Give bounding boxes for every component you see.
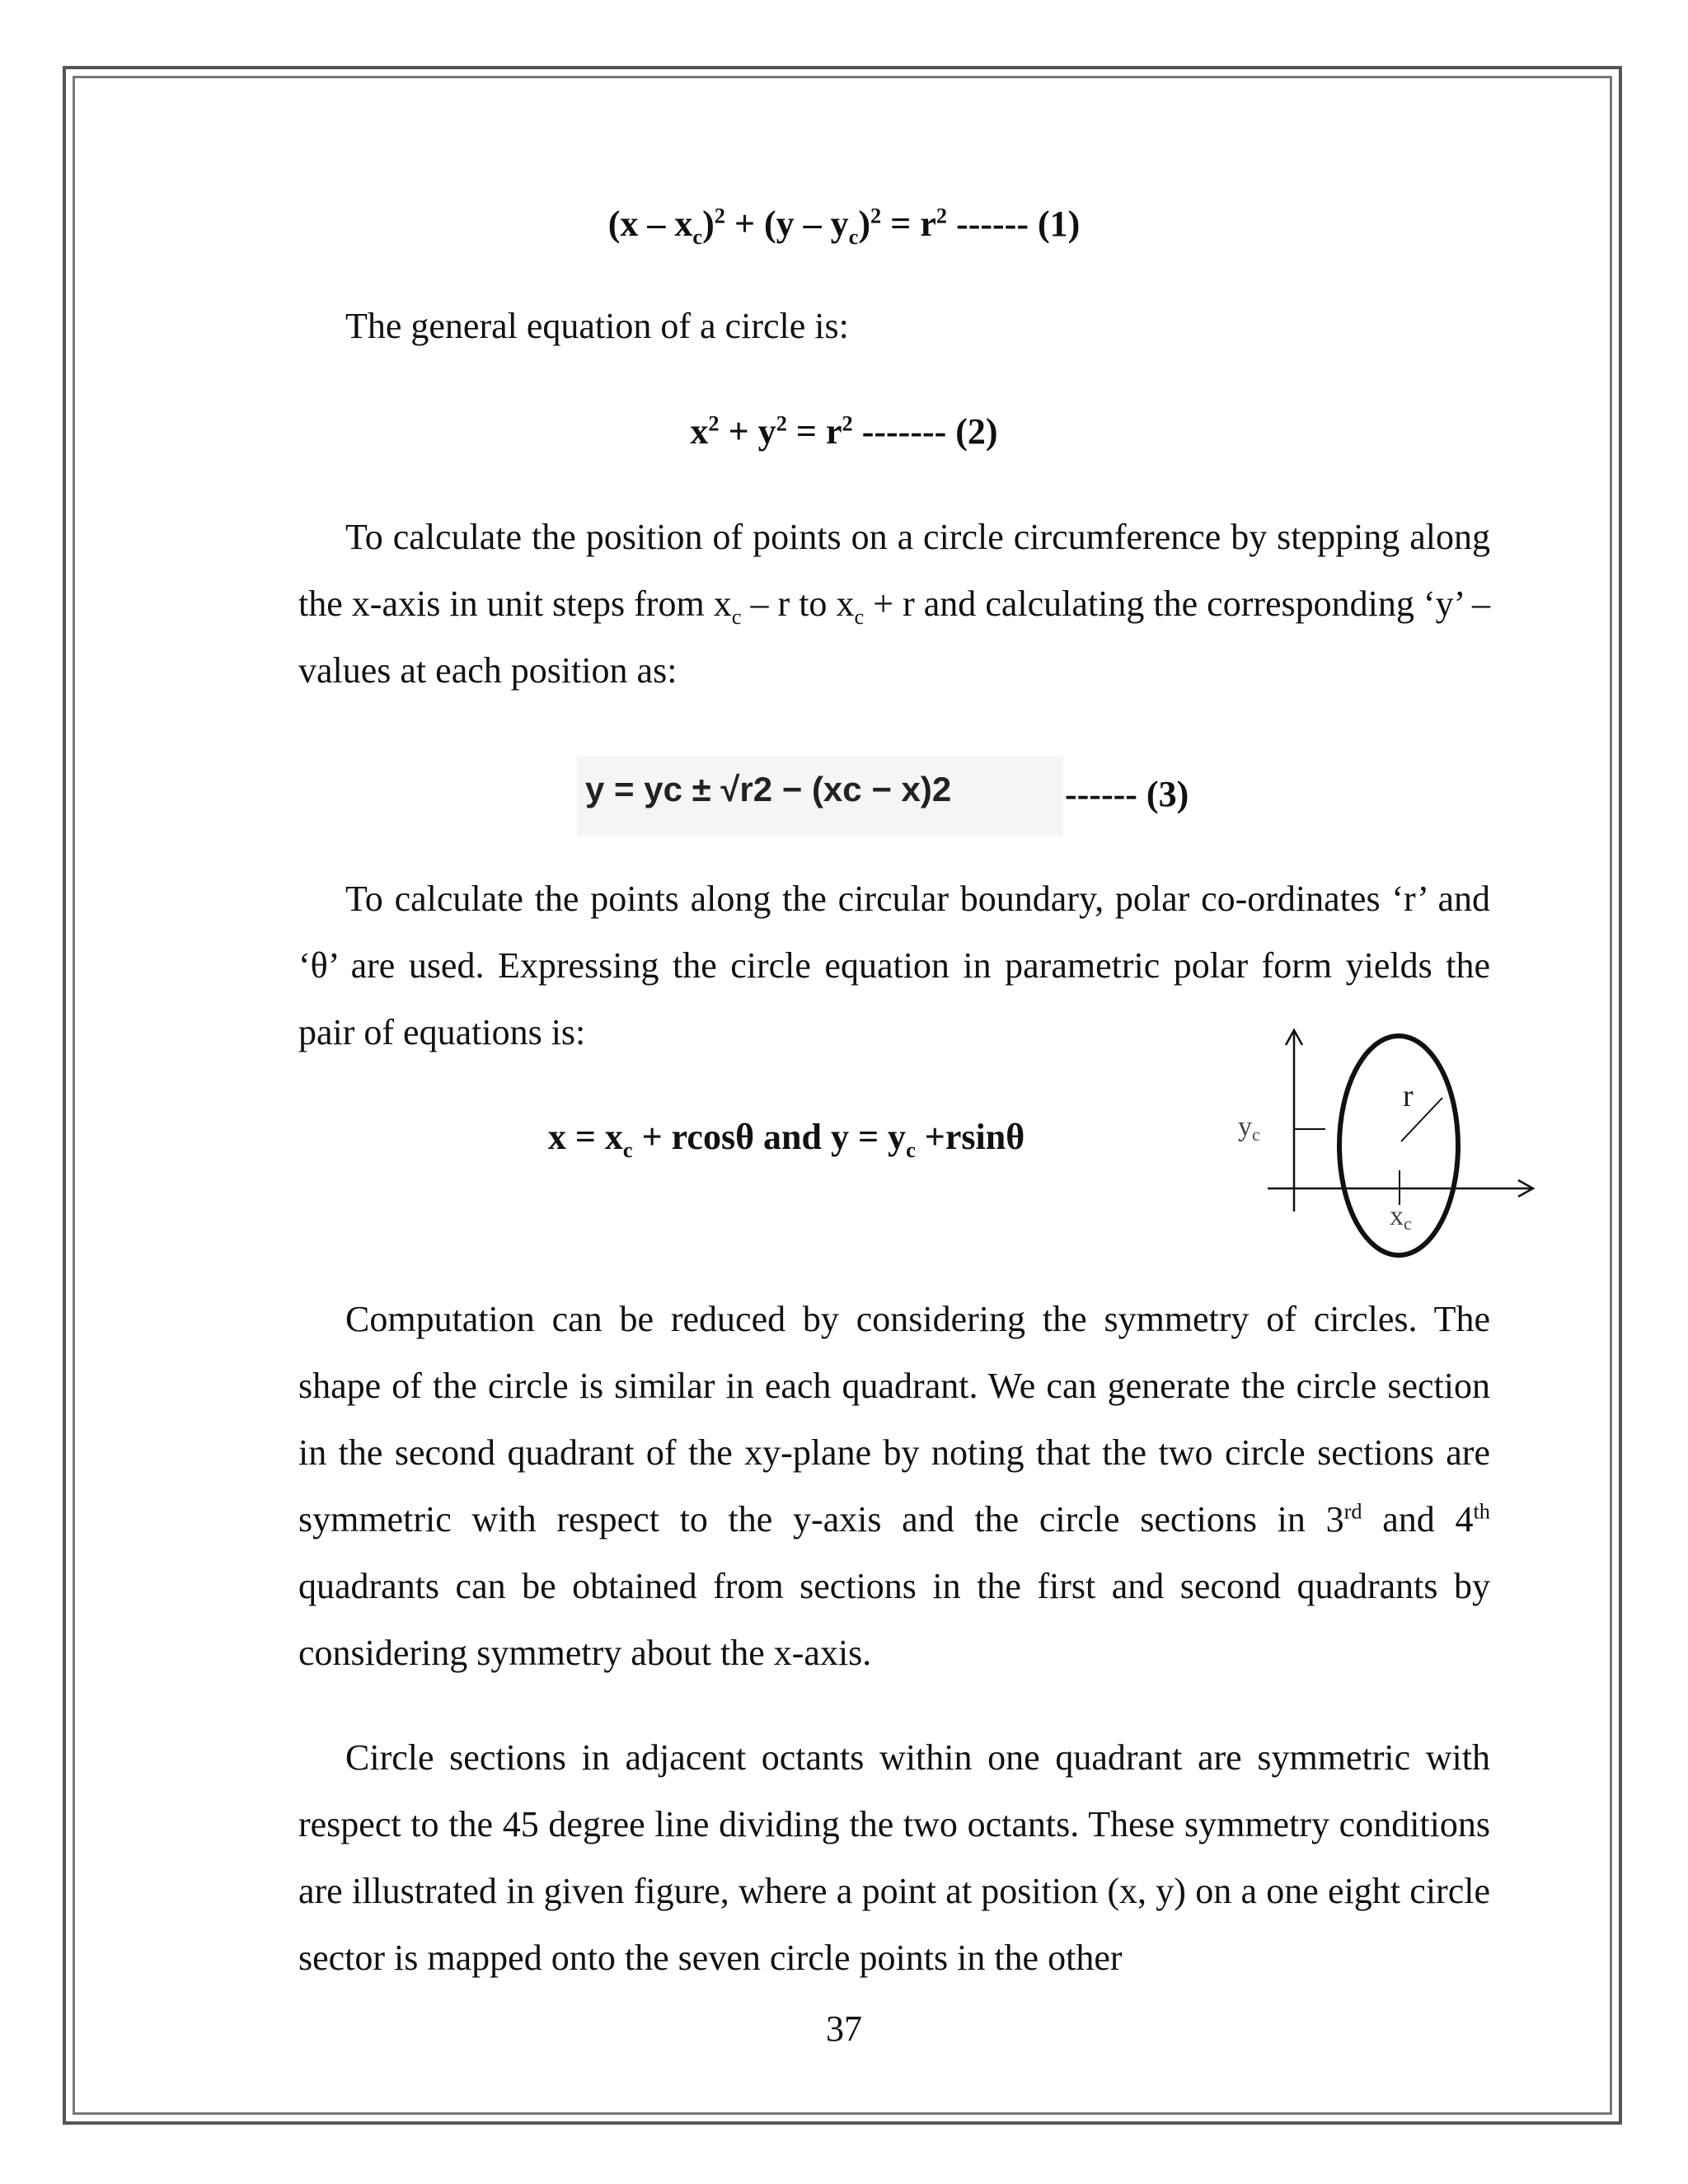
- equation-2: $x^2 + y^2 = r^2$ ------- (2): [690, 410, 998, 452]
- paragraph-octants: Circle sections in adjacent octants within one quadrant are symmetric with respect to the 45 degree line dividing the two octants. These symmetry conditions are illustrated in given figure, where a point at position (x, y) on a one eight circle sector is mapped onto the seven circle points in the other: [298, 1737, 1490, 1978]
- paragraph-general-equation: The general equation of a circle is:: [345, 306, 849, 346]
- label-yc: yc: [1238, 1112, 1260, 1145]
- paragraph-polar: To calculate the points along the circular boundary, polar co-ordinates ‘r’ and ‘θ’ are used. Expressing the circle equation in parametric polar form yields the pair of equations is:: [298, 879, 1490, 1052]
- page-number: 37: [826, 2008, 862, 2049]
- label-xc: xc: [1390, 1201, 1412, 1234]
- paragraph-symmetry: Computation can be reduced by considering the symmetry of circles. The shape of the circle is similar in each quadrant. We can generate the circle section in the second quadrant of the xy-plane by noting that the two circle sections are symmetric with respect to the y-axis and the circle sections in 3rd and 4th quadrants can be obtained from sections in the first and second quadrants by considering symmetry about the x-axis.: [298, 1299, 1490, 1673]
- equation-3: y = yc ± √r2 − (xc − x)2 ------ (3): [577, 757, 1212, 836]
- equation-3-image: y = yc ± √r2 − (xc − x)2: [577, 757, 1063, 836]
- equation-parametric: $x = x_c + rcos\theta$ and $y = y_c +rsin\theta$: [547, 1117, 1025, 1162]
- circle-diagram: [1220, 1014, 1550, 1261]
- paragraph-calc-position: To calculate the position of points on a circle circumference by stepping along the x-axis in unit steps from $x_c$ – r to $x_c + r$ and calculating the corresponding ‘y’ – values at each position as:: [298, 517, 1490, 691]
- label-r: r: [1403, 1079, 1414, 1113]
- equation-1: $(x - x_c)^2 + (y - y_c)^2 = r^2$ ------ (1): [607, 203, 1081, 249]
